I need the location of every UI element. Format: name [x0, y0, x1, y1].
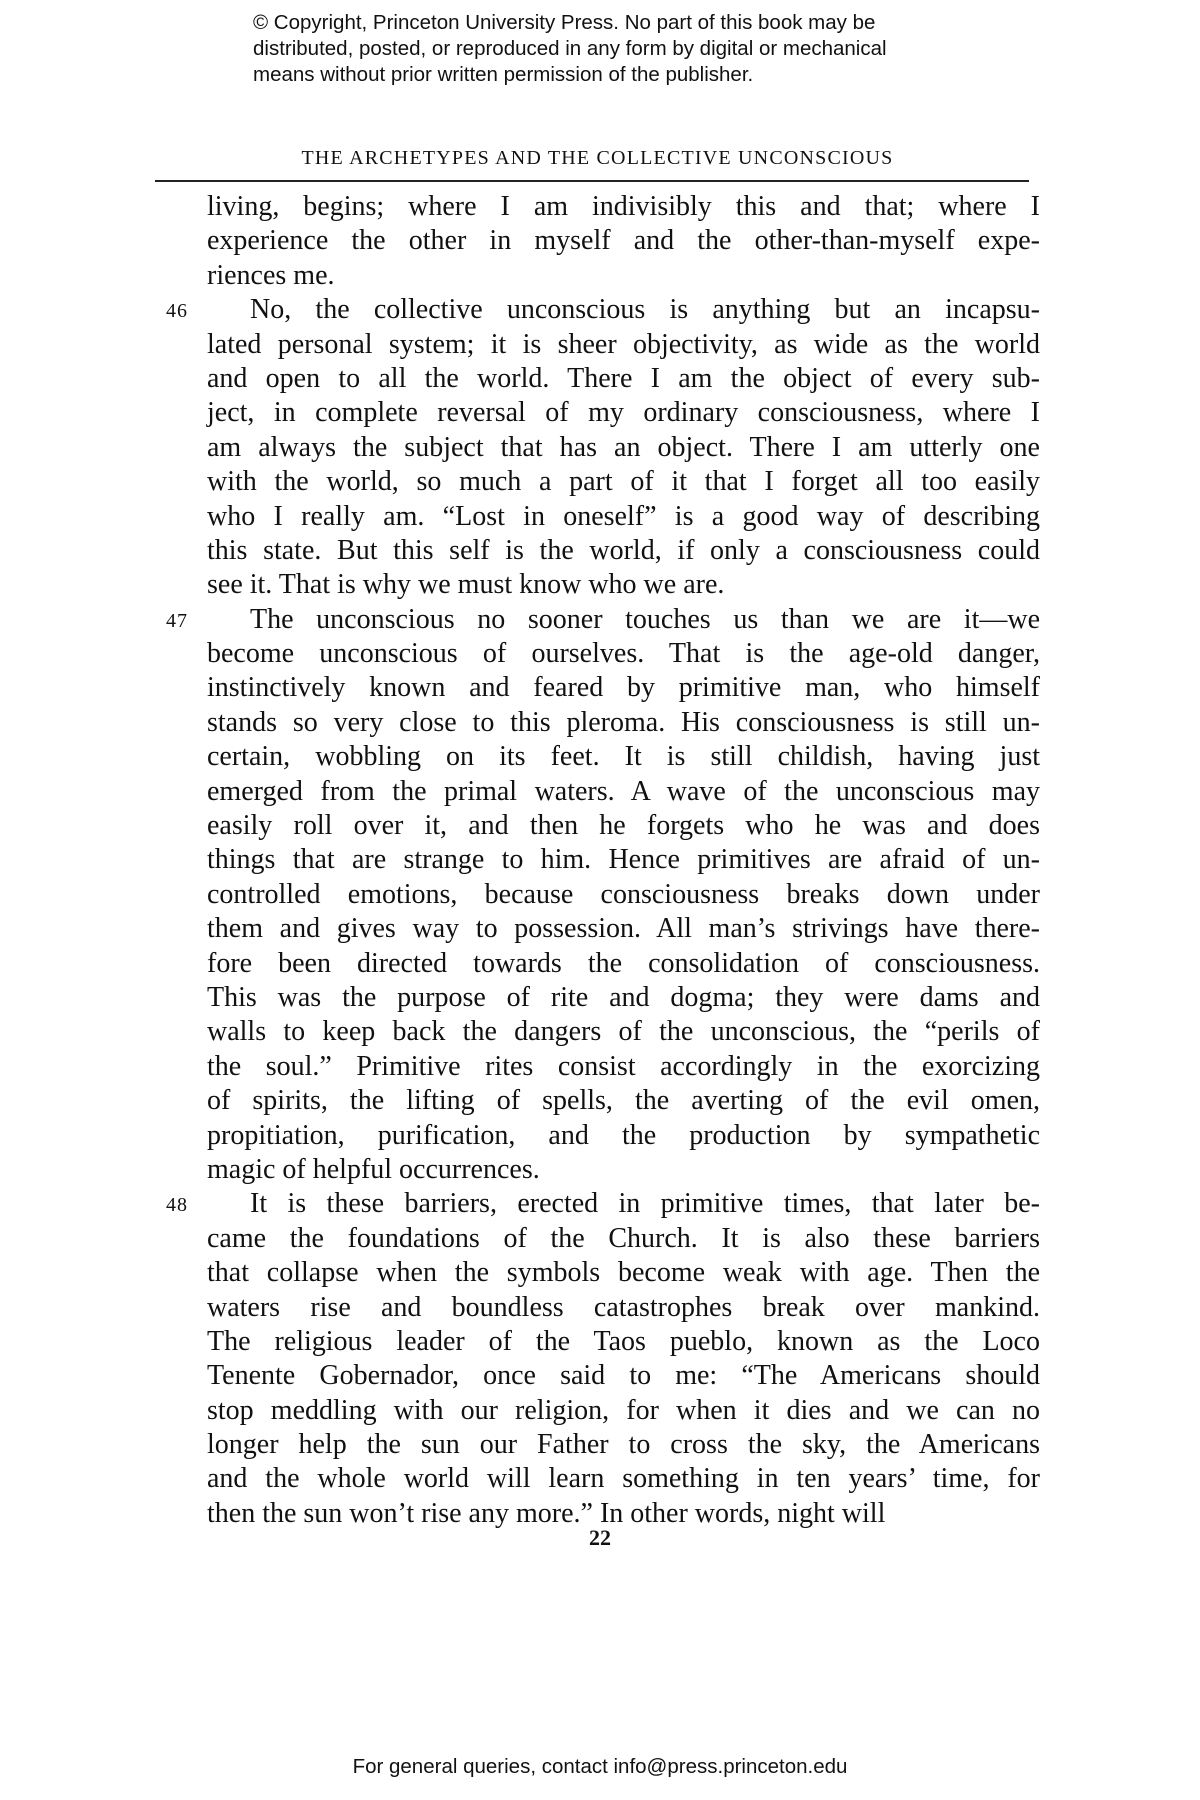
copyright-notice — [253, 10, 1013, 88]
line-text: emerged from the primal waters. A wave of the unconscious may — [207, 775, 1040, 807]
text-line — [155, 465, 1040, 499]
line-text: waters rise and boundless catastrophes break over mankind. — [207, 1291, 1040, 1323]
line-text: lated personal system; it is sheer objectivity, as wide as the world — [207, 328, 1040, 360]
text-line — [155, 1325, 1040, 1359]
line-text: stop meddling with our religion, for when it dies and we can no — [207, 1394, 1040, 1426]
text-line — [155, 740, 1040, 774]
text-line — [155, 500, 1040, 534]
line-text: The unconscious no sooner touches us than we are it—we — [250, 603, 1040, 635]
header-rule — [155, 180, 1029, 182]
line-text: that collapse when the symbols become weak with age. Then the — [207, 1257, 1040, 1289]
line-text: things that are strange to him. Hence primitives are afraid of un- — [207, 844, 1040, 876]
text-line — [155, 671, 1040, 705]
line-text: then the sun won’t rise any more.” In other words, night will — [207, 1497, 886, 1529]
line-text: become unconscious of ourselves. That is the age-old danger, — [207, 638, 1040, 670]
line-text: living, begins; where I am indivisibly this and that; where I — [207, 191, 1040, 222]
text-line — [155, 843, 1040, 877]
text-line — [155, 1394, 1040, 1428]
text-line — [155, 293, 1040, 327]
text-line — [155, 603, 1040, 637]
line-text: and the whole world will learn something in ten years’ time, for — [207, 1463, 1040, 1495]
line-text: with the world, so much a part of it that I forget all too easily — [207, 466, 1040, 498]
line-text: The religious leader of the Taos pueblo, known as the Loco — [207, 1325, 1040, 1357]
text-line — [155, 1359, 1040, 1393]
line-text: them and gives way to possession. All man’s strivings have there- — [207, 913, 1040, 945]
paragraph-number: 46 — [166, 300, 188, 323]
line-text: walls to keep back the dangers of the unconscious, the “perils of — [207, 1016, 1040, 1048]
line-text: stands so very close to this pleroma. His consciousness is still un- — [207, 706, 1040, 738]
footer-contact: For general queries, contact info@press.princeton.edu — [352, 1755, 848, 1778]
line-text: instinctively known and feared by primitive man, who himself — [207, 672, 1040, 704]
line-text: No, the collective unconscious is anything but an incapsu- — [250, 294, 1040, 326]
text-line — [155, 809, 1040, 843]
paragraph-number: 48 — [166, 1194, 188, 1217]
running-head: THE ARCHETYPES AND THE COLLECTIVE UNCONSCIOUS — [301, 147, 894, 169]
text-line — [155, 1256, 1040, 1290]
line-text: magic of helpful occurrences. — [207, 1153, 540, 1185]
line-text: ject, in complete reversal of my ordinary consciousness, where I — [207, 397, 1040, 429]
line-text: came the foundations of the Church. It is also these barriers — [207, 1222, 1040, 1254]
text-line — [155, 878, 1040, 912]
text-line — [155, 1050, 1040, 1084]
text-line — [155, 1153, 1040, 1187]
line-text: propitiation, purification, and the production by sympathetic — [207, 1119, 1040, 1151]
text-line — [155, 534, 1040, 568]
line-text: longer help the sun our Father to cross the sky, the Americans — [207, 1429, 1040, 1461]
line-text: riences me. — [207, 259, 335, 291]
line-text: easily roll over it, and then he forgets who he was and does — [207, 810, 1040, 842]
text-line — [155, 568, 1040, 602]
line-text: am always the subject that has an object. There I am utterly one — [207, 431, 1040, 463]
text-line — [155, 775, 1040, 809]
line-text: who I really am. “Lost in oneself” is a good way of describing — [207, 500, 1040, 532]
text-line — [155, 190, 1040, 224]
text-line — [155, 259, 1040, 293]
copyright-line: distributed, posted, or reproduced in any form by digital or mechanical — [253, 37, 887, 60]
text-line — [155, 1187, 1040, 1221]
line-text: This was the purpose of rite and dogma; they were dams and — [207, 981, 1040, 1013]
text-line — [155, 981, 1040, 1015]
copyright-line: © Copyright, Princeton University Press. No part of this book may be — [253, 11, 876, 34]
text-line — [155, 431, 1040, 465]
line-text: see it. That is why we must know who we are. — [207, 569, 725, 601]
line-text: and open to all the world. There I am the object of every sub- — [207, 362, 1040, 394]
text-line — [155, 224, 1040, 258]
text-line — [155, 1084, 1040, 1118]
line-text: the soul.” Primitive rites consist accordingly in the exorcizing — [207, 1050, 1040, 1082]
line-text: certain, wobbling on its feet. It is still childish, having just — [207, 741, 1040, 773]
text-line — [155, 706, 1040, 740]
line-text: fore been directed towards the consolidation of consciousness. — [207, 947, 1040, 979]
text-line — [155, 912, 1040, 946]
text-line — [155, 947, 1040, 981]
text-line — [155, 328, 1040, 362]
body-text — [155, 190, 1040, 1531]
page-number: 22 — [589, 1525, 611, 1550]
text-line — [155, 1291, 1040, 1325]
paragraph-number: 47 — [166, 609, 188, 632]
text-line — [155, 1222, 1040, 1256]
copyright-line: means without prior written permission of the publisher. — [253, 63, 754, 86]
line-text: experience the other in myself and the other-than-myself expe- — [207, 225, 1040, 257]
line-text: this state. But this self is the world, if only a consciousness could — [207, 534, 1040, 566]
line-text: Tenente Gobernador, once said to me: “The Americans should — [207, 1360, 1040, 1392]
text-line — [155, 362, 1040, 396]
text-line — [155, 1428, 1040, 1462]
text-line — [155, 1462, 1040, 1496]
text-line — [155, 396, 1040, 430]
line-text: of spirits, the lifting of spells, the averting of the evil omen, — [207, 1085, 1040, 1117]
line-text: It is these barriers, erected in primitive times, that later be- — [250, 1188, 1040, 1220]
line-text: controlled emotions, because consciousness breaks down under — [207, 878, 1040, 910]
text-line — [155, 637, 1040, 671]
text-line — [155, 1015, 1040, 1049]
text-line — [155, 1119, 1040, 1153]
